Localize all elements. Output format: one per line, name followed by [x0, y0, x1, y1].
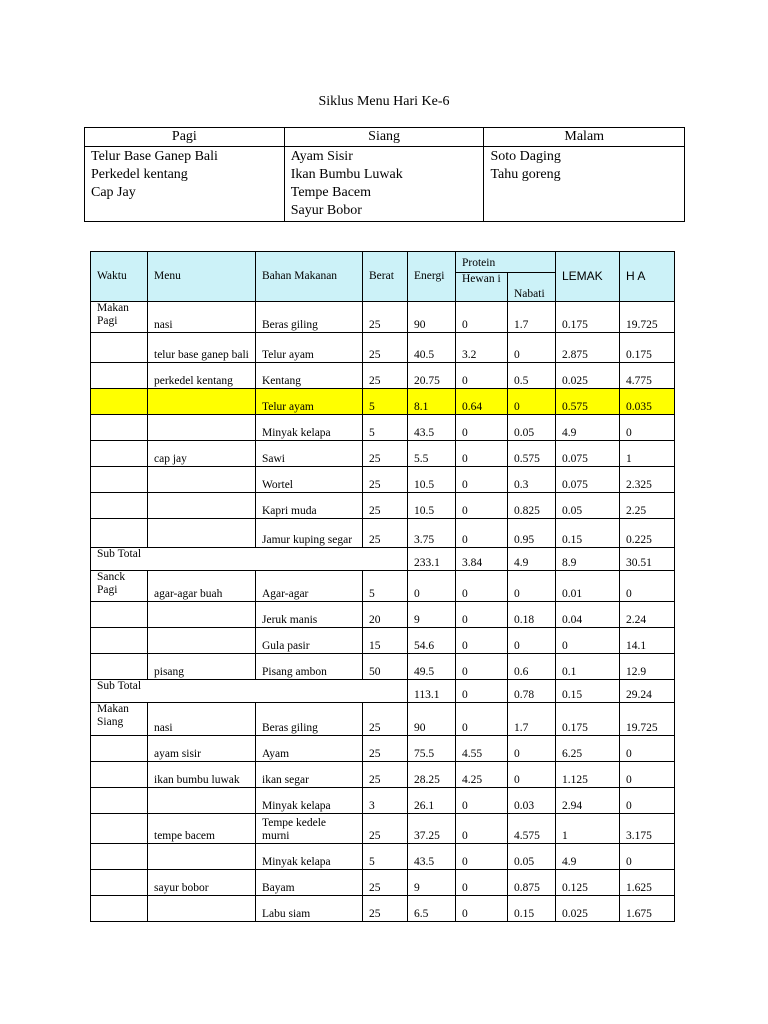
cell-protein-hewani: 0 [456, 788, 508, 814]
cell-waktu [91, 736, 148, 762]
cell-lemak: 0.05 [556, 493, 620, 519]
cell-energi: 90 [408, 703, 456, 736]
detail-header-row [91, 252, 675, 273]
cell-energi: 49.5 [408, 654, 456, 680]
cell-bahan-makanan: Kapri muda [256, 493, 363, 519]
table-row [91, 654, 675, 680]
cell-protein-nabati: 0 [508, 736, 556, 762]
table-row [91, 602, 675, 628]
cell-berat: 3 [363, 788, 408, 814]
cell-protein-nabati: 0 [508, 333, 556, 363]
cell-lemak: 2.875 [556, 333, 620, 363]
cell-bahan-makanan: Gula pasir [256, 628, 363, 654]
cell-bahan-makanan: ikan segar [256, 762, 363, 788]
cell-berat: 25 [363, 762, 408, 788]
cell-protein-hewani: 0 [456, 680, 508, 703]
cell-bahan-makanan: Minyak kelapa [256, 415, 363, 441]
cell-protein-hewani: 0 [456, 844, 508, 870]
cell-protein-nabati: 0.575 [508, 441, 556, 467]
cell-bahan-makanan: Beras giling [256, 703, 363, 736]
cell-energi: 6.5 [408, 896, 456, 922]
cell-protein-hewani: 0 [456, 896, 508, 922]
cell-menu: nasi [148, 703, 256, 736]
summary-header-row [85, 128, 685, 147]
cell-protein-hewani: 0 [456, 467, 508, 493]
cell-ha: 1.625 [620, 870, 675, 896]
cell-energi: 28.25 [408, 762, 456, 788]
cell-waktu [91, 363, 148, 389]
cell-waktu [91, 467, 148, 493]
cell-berat: 25 [363, 736, 408, 762]
cell-energi: 20.75 [408, 363, 456, 389]
cell-lemak: 2.94 [556, 788, 620, 814]
cell-waktu [91, 654, 148, 680]
cell-bahan-makanan: Labu siam [256, 896, 363, 922]
cell-ha: 1.675 [620, 896, 675, 922]
cell-lemak: 0.15 [556, 680, 620, 703]
cell-ha: 0 [620, 844, 675, 870]
cell-menu: ikan bumbu luwak [148, 762, 256, 788]
cell-menu [148, 602, 256, 628]
cell-waktu [91, 519, 148, 548]
subtotal-label: Sub Total [91, 548, 408, 571]
cell-protein-nabati: 1.7 [508, 302, 556, 333]
table-row [91, 844, 675, 870]
cell-menu: cap jay [148, 441, 256, 467]
cell-protein-nabati: 0.05 [508, 844, 556, 870]
cell-bahan-makanan: Wortel [256, 467, 363, 493]
cell-protein-hewani: 3.84 [456, 548, 508, 571]
cell-protein-hewani: 0 [456, 415, 508, 441]
cell-bahan-makanan: Bayam [256, 870, 363, 896]
cell-protein-nabati: 0.95 [508, 519, 556, 548]
cell-protein-nabati: 0 [508, 628, 556, 654]
cell-waktu: Sanck Pagi [91, 571, 148, 602]
cell-bahan-makanan: Telur ayam [256, 389, 363, 415]
cell-menu [148, 519, 256, 548]
cell-menu [148, 389, 256, 415]
cell-menu: telur base ganep bali [148, 333, 256, 363]
cell-lemak: 0.01 [556, 571, 620, 602]
cell-energi: 10.5 [408, 467, 456, 493]
header-nabati: Nabati [508, 273, 556, 302]
cell-lemak: 4.9 [556, 844, 620, 870]
summary-header-pagi: Pagi [85, 128, 285, 147]
cell-ha: 0.175 [620, 333, 675, 363]
table-row [91, 571, 675, 602]
cell-berat: 20 [363, 602, 408, 628]
cell-protein-nabati: 4.9 [508, 548, 556, 571]
summary-header-malam: Malam [484, 128, 685, 147]
table-row [91, 788, 675, 814]
cell-berat: 25 [363, 870, 408, 896]
cell-waktu [91, 762, 148, 788]
cell-lemak: 1 [556, 814, 620, 844]
summary-col-siang [284, 147, 484, 222]
cell-bahan-makanan: Agar-agar [256, 571, 363, 602]
cell-ha: 4.775 [620, 363, 675, 389]
cell-bahan-makanan: Telur ayam [256, 333, 363, 363]
cell-lemak: 0.175 [556, 703, 620, 736]
table-row [91, 736, 675, 762]
cell-waktu [91, 628, 148, 654]
cell-energi: 75.5 [408, 736, 456, 762]
header-hewani: Hewan i [456, 273, 508, 302]
cell-waktu [91, 788, 148, 814]
cell-protein-hewani: 0 [456, 493, 508, 519]
cell-berat: 25 [363, 302, 408, 333]
cell-berat: 25 [363, 519, 408, 548]
summary-item: Ayam Sisir [290, 149, 353, 164]
cell-ha: 0 [620, 788, 675, 814]
summary-item: Cap Jay [91, 185, 136, 200]
cell-ha: 0 [620, 571, 675, 602]
summary-item: Sayur Bobor [290, 203, 362, 218]
cell-waktu [91, 493, 148, 519]
cell-ha: 1 [620, 441, 675, 467]
cell-menu: ayam sisir [148, 736, 256, 762]
cell-protein-nabati: 0.18 [508, 602, 556, 628]
cell-berat: 25 [363, 441, 408, 467]
cell-protein-nabati: 4.575 [508, 814, 556, 844]
summary-item: Tahu goreng [490, 167, 561, 182]
cell-protein-nabati: 0.825 [508, 493, 556, 519]
cell-energi: 10.5 [408, 493, 456, 519]
cell-bahan-makanan: Minyak kelapa [256, 788, 363, 814]
cell-bahan-makanan: Pisang ambon [256, 654, 363, 680]
table-row [91, 703, 675, 736]
cell-menu [148, 788, 256, 814]
cell-waktu: Makan Pagi [91, 302, 148, 333]
cell-menu: agar-agar buah [148, 571, 256, 602]
subtotal-row [91, 548, 675, 571]
cell-protein-nabati: 0.15 [508, 896, 556, 922]
cell-bahan-makanan: Kentang [256, 363, 363, 389]
header-protein: Protein [456, 252, 556, 273]
table-row [91, 415, 675, 441]
cell-energi: 0 [408, 571, 456, 602]
cell-menu: perkedel kentang [148, 363, 256, 389]
cell-energi: 54.6 [408, 628, 456, 654]
cell-ha: 19.725 [620, 703, 675, 736]
cell-energi: 40.5 [408, 333, 456, 363]
cell-ha: 2.325 [620, 467, 675, 493]
cell-bahan-makanan: Ayam [256, 736, 363, 762]
menu-summary-table [84, 127, 685, 222]
table-row [91, 493, 675, 519]
cell-lemak: 6.25 [556, 736, 620, 762]
cell-protein-hewani: 0 [456, 519, 508, 548]
cell-berat: 5 [363, 389, 408, 415]
cell-protein-hewani: 4.25 [456, 762, 508, 788]
cell-protein-nabati: 1.7 [508, 703, 556, 736]
cell-ha: 14.1 [620, 628, 675, 654]
cell-protein-hewani: 0 [456, 602, 508, 628]
summary-col-malam [484, 147, 685, 222]
cell-lemak: 0.025 [556, 896, 620, 922]
cell-menu: pisang [148, 654, 256, 680]
table-row [91, 762, 675, 788]
header-lemak: LEMAK [556, 252, 620, 302]
table-row [91, 302, 675, 333]
cell-energi: 43.5 [408, 415, 456, 441]
cell-protein-hewani: 0 [456, 654, 508, 680]
cell-bahan-makanan: Tempe kedele murni [256, 814, 363, 844]
cell-ha: 0.035 [620, 389, 675, 415]
cell-menu: sayur bobor [148, 870, 256, 896]
cell-lemak: 4.9 [556, 415, 620, 441]
cell-protein-hewani: 0 [456, 302, 508, 333]
cell-waktu [91, 389, 148, 415]
cell-lemak: 0.575 [556, 389, 620, 415]
table-row [91, 896, 675, 922]
cell-waktu [91, 896, 148, 922]
table-row [91, 363, 675, 389]
cell-lemak: 0.1 [556, 654, 620, 680]
cell-lemak: 1.125 [556, 762, 620, 788]
cell-berat: 50 [363, 654, 408, 680]
cell-waktu [91, 814, 148, 844]
cell-berat: 5 [363, 571, 408, 602]
cell-menu: nasi [148, 302, 256, 333]
cell-energi: 37.25 [408, 814, 456, 844]
cell-ha: 0 [620, 762, 675, 788]
table-row [91, 389, 675, 415]
page-title: Siklus Menu Hari Ke-6 [318, 94, 450, 109]
cell-bahan-makanan: Jeruk manis [256, 602, 363, 628]
cell-berat: 15 [363, 628, 408, 654]
cell-waktu [91, 844, 148, 870]
summary-item: Telur Base Ganep Bali [91, 149, 218, 164]
cell-lemak: 8.9 [556, 548, 620, 571]
cell-protein-nabati: 0.5 [508, 363, 556, 389]
cell-lemak: 0.175 [556, 302, 620, 333]
header-bahan-makanan: Bahan Makanan [256, 252, 363, 302]
cell-ha: 30.51 [620, 548, 675, 571]
cell-protein-nabati: 0.6 [508, 654, 556, 680]
cell-waktu: Makan Siang [91, 703, 148, 736]
cell-protein-nabati: 0 [508, 571, 556, 602]
summary-col-pagi [85, 147, 285, 222]
header-berat: Berat [363, 252, 408, 302]
cell-berat: 25 [363, 467, 408, 493]
nutrition-detail-table [90, 251, 675, 922]
cell-bahan-makanan: Sawi [256, 441, 363, 467]
cell-waktu [91, 415, 148, 441]
cell-lemak: 0 [556, 628, 620, 654]
cell-berat: 25 [363, 493, 408, 519]
cell-menu: tempe bacem [148, 814, 256, 844]
cell-protein-nabati: 0.3 [508, 467, 556, 493]
cell-protein-nabati: 0.78 [508, 680, 556, 703]
cell-lemak: 0.15 [556, 519, 620, 548]
cell-energi: 43.5 [408, 844, 456, 870]
cell-berat: 25 [363, 333, 408, 363]
summary-item: Tempe Bacem [290, 185, 372, 200]
cell-energi: 233.1 [408, 548, 456, 571]
cell-menu [148, 493, 256, 519]
cell-protein-hewani: 0 [456, 628, 508, 654]
cell-energi: 90 [408, 302, 456, 333]
cell-energi: 113.1 [408, 680, 456, 703]
table-row [91, 333, 675, 363]
cell-protein-hewani: 0.64 [456, 389, 508, 415]
cell-berat: 5 [363, 415, 408, 441]
cell-protein-nabati: 0 [508, 762, 556, 788]
cell-protein-hewani: 0 [456, 441, 508, 467]
cell-lemak: 0.075 [556, 441, 620, 467]
summary-item: Ikan Bumbu Luwak [290, 167, 403, 182]
summary-header-siang: Siang [284, 128, 484, 147]
cell-ha: 12.9 [620, 654, 675, 680]
cell-ha: 2.25 [620, 493, 675, 519]
cell-ha: 3.175 [620, 814, 675, 844]
cell-ha: 2.24 [620, 602, 675, 628]
cell-menu [148, 628, 256, 654]
cell-waktu [91, 602, 148, 628]
cell-energi: 3.75 [408, 519, 456, 548]
cell-berat: 25 [363, 814, 408, 844]
header-menu: Menu [148, 252, 256, 302]
cell-ha: 0.225 [620, 519, 675, 548]
cell-menu [148, 896, 256, 922]
cell-energi: 9 [408, 870, 456, 896]
cell-protein-hewani: 0 [456, 870, 508, 896]
subtotal-label: Sub Total [91, 680, 408, 703]
cell-ha: 29.24 [620, 680, 675, 703]
cell-berat: 25 [363, 703, 408, 736]
cell-protein-nabati: 0.03 [508, 788, 556, 814]
cell-energi: 9 [408, 602, 456, 628]
cell-menu [148, 844, 256, 870]
table-row [91, 467, 675, 493]
cell-protein-nabati: 0.875 [508, 870, 556, 896]
table-row [91, 519, 675, 548]
table-row [91, 870, 675, 896]
cell-berat: 25 [363, 896, 408, 922]
header-waktu: Waktu [91, 252, 148, 302]
cell-ha: 0 [620, 736, 675, 762]
cell-berat: 5 [363, 844, 408, 870]
cell-lemak: 0.025 [556, 363, 620, 389]
cell-energi: 26.1 [408, 788, 456, 814]
cell-protein-hewani: 0 [456, 571, 508, 602]
cell-bahan-makanan: Beras giling [256, 302, 363, 333]
cell-protein-nabati: 0.05 [508, 415, 556, 441]
cell-protein-nabati: 0 [508, 389, 556, 415]
table-row [91, 814, 675, 844]
cell-protein-hewani: 0 [456, 814, 508, 844]
cell-waktu [91, 333, 148, 363]
cell-lemak: 0.125 [556, 870, 620, 896]
subtotal-row [91, 680, 675, 703]
cell-lemak: 0.04 [556, 602, 620, 628]
summary-body-row [85, 147, 685, 222]
cell-berat: 25 [363, 363, 408, 389]
summary-item: Soto Daging [490, 149, 561, 164]
cell-protein-hewani: 0 [456, 363, 508, 389]
cell-ha: 19.725 [620, 302, 675, 333]
cell-ha: 0 [620, 415, 675, 441]
cell-protein-hewani: 0 [456, 703, 508, 736]
cell-menu [148, 467, 256, 493]
cell-energi: 8.1 [408, 389, 456, 415]
cell-protein-hewani: 4.55 [456, 736, 508, 762]
cell-bahan-makanan: Jamur kuping segar [256, 519, 363, 548]
header-ha: H A [620, 252, 675, 302]
cell-protein-hewani: 3.2 [456, 333, 508, 363]
header-energi: Energi [408, 252, 456, 302]
cell-energi: 5.5 [408, 441, 456, 467]
cell-waktu [91, 870, 148, 896]
cell-waktu [91, 441, 148, 467]
cell-bahan-makanan: Minyak kelapa [256, 844, 363, 870]
cell-lemak: 0.075 [556, 467, 620, 493]
summary-item: Perkedel kentang [91, 167, 188, 182]
table-row [91, 628, 675, 654]
table-row [91, 441, 675, 467]
cell-menu [148, 415, 256, 441]
